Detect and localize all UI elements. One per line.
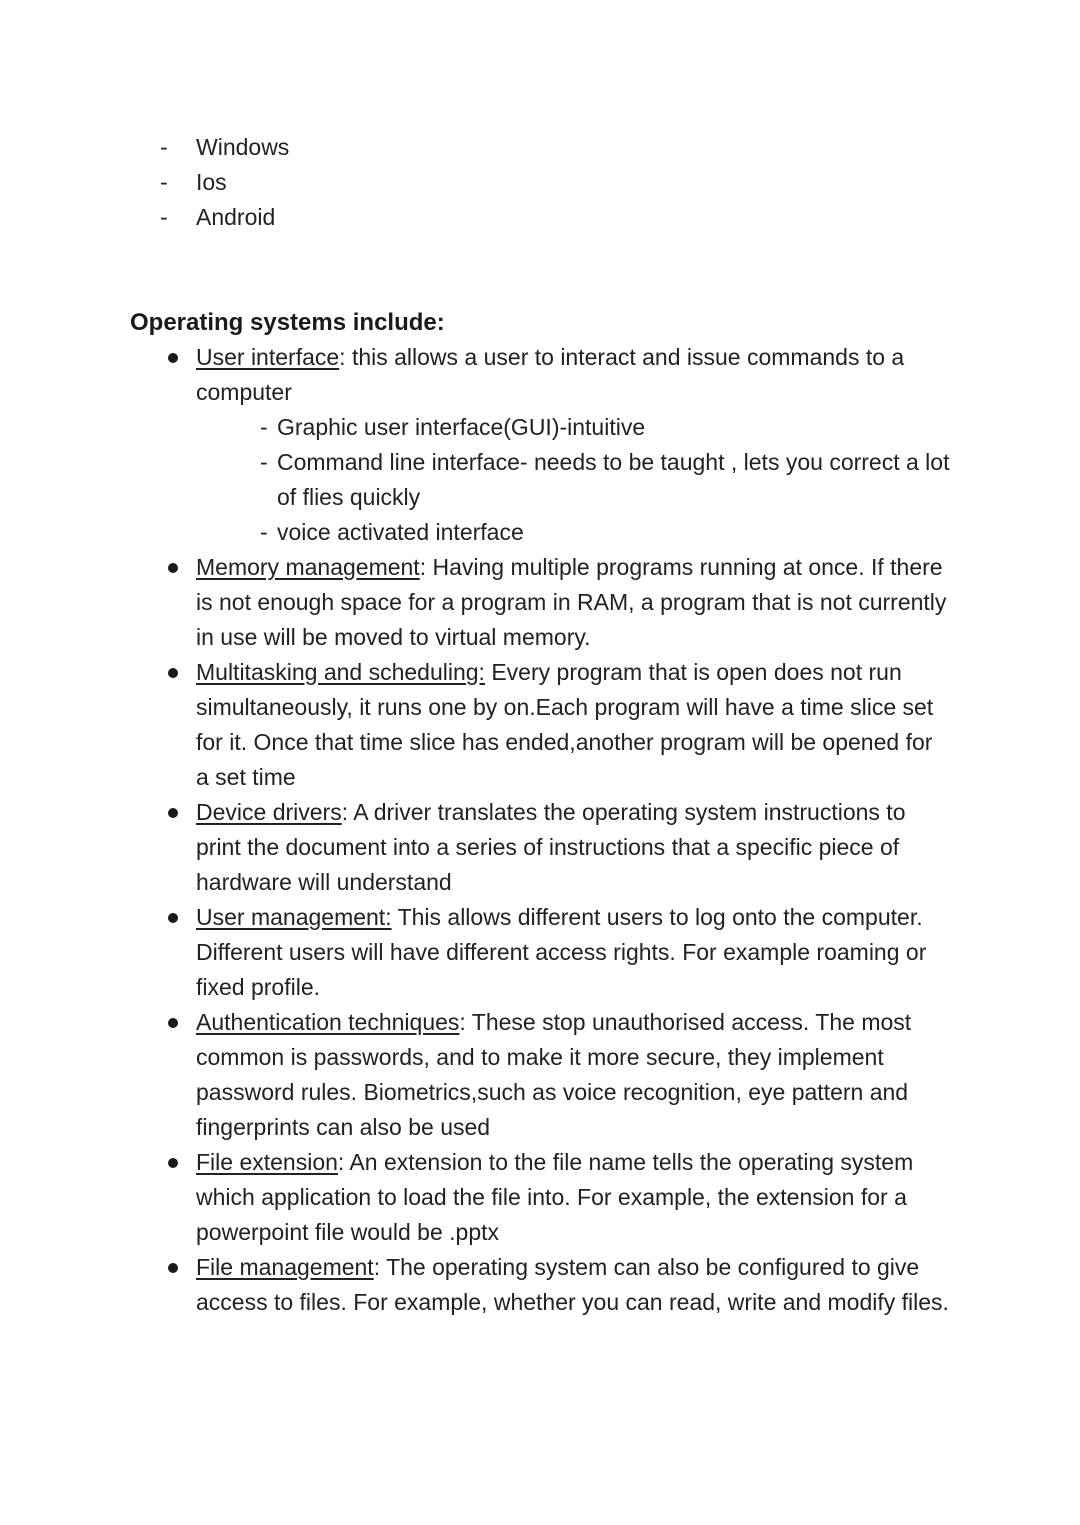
bullet-icon <box>168 668 178 678</box>
dash-marker: - <box>260 414 268 440</box>
feature-term: Authentication techniques <box>196 1009 460 1035</box>
list-item <box>160 165 289 200</box>
list-item <box>260 445 950 515</box>
list-item <box>160 130 289 165</box>
dash-marker: - <box>260 449 268 475</box>
feature-file-extension <box>130 1145 950 1250</box>
dash-marker: - <box>260 519 268 545</box>
feature-term: File extension <box>196 1149 338 1175</box>
feature-user-interface <box>130 340 950 550</box>
bullet-icon <box>168 1263 178 1273</box>
feature-description: Every program that is open does not run simultaneously, it runs one by on.Each program will have a time slice set for it. Once that time slice has ended,another program will be opened for a set time <box>196 659 934 790</box>
section-heading: Operating systems include: <box>130 309 445 336</box>
list-item <box>160 200 289 235</box>
feature-term: Multitasking and scheduling: <box>196 659 485 685</box>
feature-file-management <box>130 1250 950 1320</box>
feature-description: : A driver translates the operating system instructions to print the document into a series of instructions that a specific piece of hardware will understand <box>196 799 906 895</box>
bullet-icon <box>168 1018 178 1028</box>
feature-description: : The operating system can also be configured to give access to files. For example, whether you can read, write and modify files. <box>196 1254 949 1315</box>
os-examples-list <box>160 130 289 235</box>
feature-term: User interface <box>196 344 340 370</box>
feature-user-management <box>130 900 950 1005</box>
feature-description: : An extension to the file name tells the operating system which application to load the file into. For example, the extension for a powerpoint file would be .pptx <box>196 1149 914 1245</box>
feature-description: : These stop unauthorised access. The most common is passwords, and to make it more secure, they implement password rules. Biometrics,such as voice recognition, eye pattern and fingerprints can also be used <box>196 1009 912 1140</box>
dash-marker: - <box>160 204 168 230</box>
feature-description: : this allows a user to interact and issue commands to a computer <box>196 344 905 405</box>
bullet-icon <box>168 808 178 818</box>
feature-term: File management <box>196 1254 374 1280</box>
features-list <box>130 340 950 1320</box>
bullet-icon <box>168 563 178 573</box>
dash-marker: - <box>160 169 168 195</box>
bullet-icon <box>168 353 178 363</box>
sub-item-text: Graphic user interface(GUI)-intuitive <box>277 414 646 440</box>
sub-item-text: voice activated interface <box>277 519 524 545</box>
feature-term: User management: <box>196 904 392 930</box>
os-example-label: Windows <box>196 134 290 160</box>
bullet-icon <box>168 913 178 923</box>
os-example-label: Ios <box>196 169 227 195</box>
feature-description: : Having multiple programs running at once. If there is not enough space for a program in RAM, a program that is not currently in use will be moved to virtual memory. <box>196 554 947 650</box>
feature-term: Memory management <box>196 554 420 580</box>
os-example-label: Android <box>196 204 276 230</box>
feature-device-drivers <box>130 795 950 900</box>
feature-description: This allows different users to log onto the computer. Different users will have different access rights. For example roaming or fixed profile. <box>196 904 927 1000</box>
list-item <box>260 515 950 550</box>
feature-authentication <box>130 1005 950 1145</box>
dash-marker: - <box>160 134 168 160</box>
feature-multitasking <box>130 655 950 795</box>
interface-types-list <box>196 410 950 550</box>
bullet-icon <box>168 1158 178 1168</box>
feature-term: Device drivers <box>196 799 342 825</box>
list-item <box>260 410 950 445</box>
feature-memory-management <box>130 550 950 655</box>
sub-item-text: Command line interface- needs to be taught , lets you correct a lot of flies quickly <box>277 449 950 510</box>
